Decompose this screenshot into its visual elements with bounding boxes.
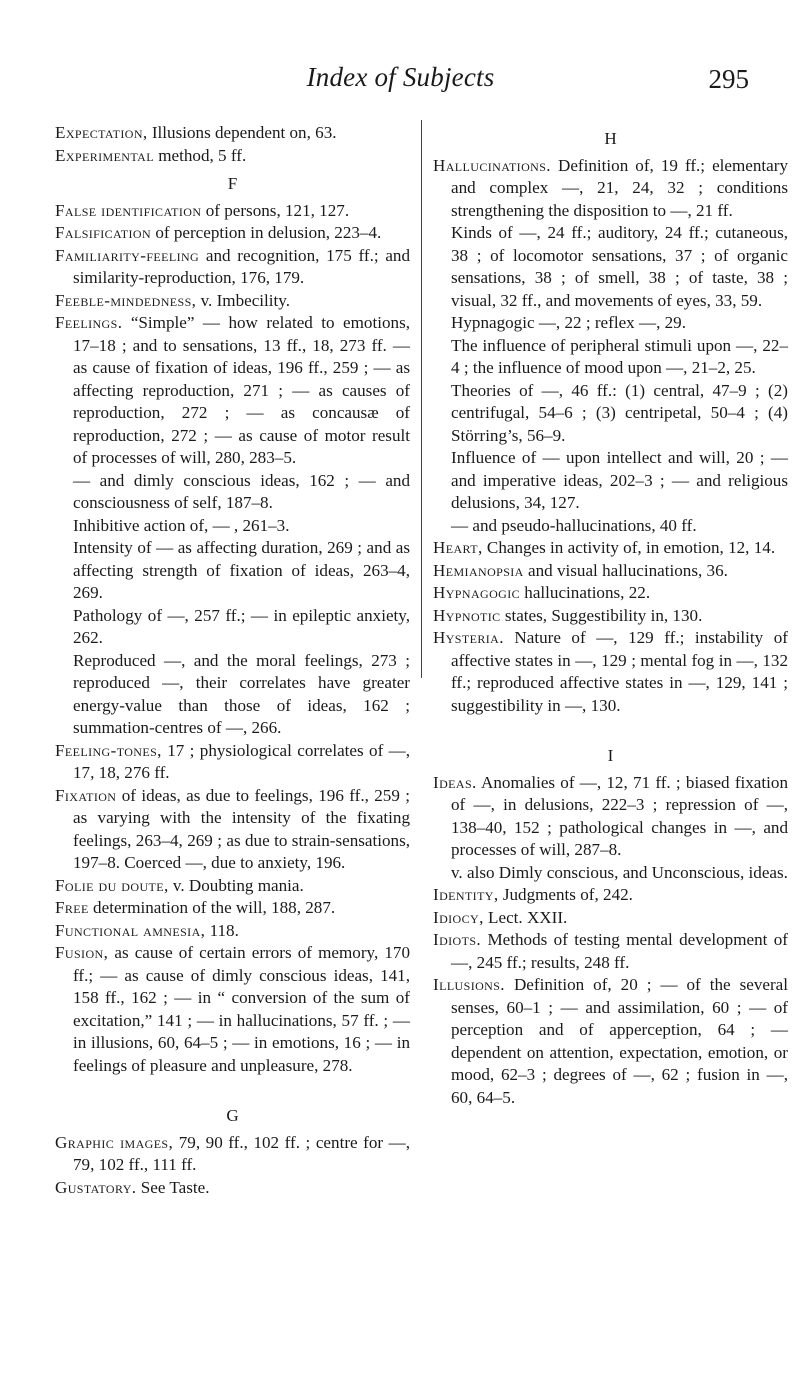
entry-text: See Taste. <box>136 1177 210 1197</box>
section-letter: H <box>604 129 617 148</box>
entry-headword: Identity, <box>433 885 499 904</box>
index-entry <box>433 537 788 560</box>
index-entry <box>433 155 788 223</box>
index-subentry: Theories of —, 46 ff.: (1) central, 47–9 ; (2) centrifugal, 54–6 ; (3) centripetal, 50–4 ; (4) Störring’s, 56–9. <box>451 380 788 445</box>
entry-headword: Feeling-tones, <box>55 740 162 760</box>
section-letter: F <box>227 174 238 193</box>
entry-headword: Illusions. <box>433 975 505 994</box>
index-subentry: — and pseudo-hallucinations, 40 ff. <box>451 515 697 535</box>
page-number: 295 <box>708 64 749 94</box>
entry-text: hallucinations, 22. <box>520 583 651 602</box>
index-entry <box>55 740 410 785</box>
page-header <box>0 62 801 102</box>
entry-headword: Hypnotic <box>433 605 501 625</box>
entry-text: v. Doubting mania. <box>168 875 304 895</box>
entry-headword: Hallucinations. <box>433 155 551 175</box>
entry-text: Nature of —, 129 ff.; instability of affective states in —, 129 ; mental fog in —, 132 ff.; reproduced affective states in —, 129, 141 ; suggestibility in —, 130. <box>451 628 788 715</box>
index-subentry: Intensity of — as affecting duration, 269 ; and as affecting strength of fixation of ideas, 263–4, 269. <box>73 538 410 602</box>
running-title: Index of Subjects <box>306 62 495 92</box>
index-entry <box>55 200 410 223</box>
entry-text: of ideas, as due to feelings, 196 ff., 259 ; as varying with the intensity of the fixating feelings, 263–4, 269 ; as due to strain-sensations, 197–8. Coerced —, due to anxiety, 196. <box>73 785 410 872</box>
entry-headword: Free <box>55 898 89 917</box>
index-entry <box>55 897 410 920</box>
entry-headword: Experimental <box>55 145 154 165</box>
entry-headword: Hemianopsia <box>433 560 524 580</box>
index-entry <box>55 785 410 875</box>
entry-headword: Idiocy, <box>433 907 484 927</box>
index-entry <box>55 875 410 898</box>
entry-headword: Folie du doute, <box>55 875 169 895</box>
index-subentry: Influence of — upon intellect and will, 20 ; — and imperative ideas, 202–3 ; — and religious delusions, 34, 127. <box>451 448 788 512</box>
index-entry <box>55 312 410 470</box>
entry-headword: Graphic images, <box>55 1132 174 1152</box>
entry-text: Lect. XXII. <box>483 907 568 927</box>
entry-text: as cause of certain errors of memory, 170 ff.; — as cause of dimly conscious ideas, 141, 158 ff., 162 ; — in “ conversion of the sum of excitation,” 141 ; — in hallucinations, 57 ff. ; — in illusions, 60, 64–5 ; — in emotions, 16 ; — in feelings of pleasure and unpleasure, 278. <box>73 943 410 1075</box>
entry-text: 17 ; physiological correlates of —, 17, 18, 276 ff. <box>73 740 410 782</box>
entry-headword: Idiots. <box>433 930 482 949</box>
index-entry <box>433 582 788 605</box>
index-entry <box>433 560 788 583</box>
index-entry <box>55 1132 410 1177</box>
index-entry <box>433 627 788 717</box>
index-subentry: The influence of peripheral stimuli upon —, 22–4 ; the influence of mood upon —, 21–2, 25. <box>451 335 788 377</box>
index-subentry: Hypnagogic —, 22 ; reflex —, 29. <box>451 313 686 332</box>
column-divider <box>421 120 422 678</box>
entry-text: of perception in delusion, 223–4. <box>151 223 382 242</box>
entry-headword: Feelings. <box>55 313 123 332</box>
index-entry <box>55 942 410 1077</box>
entry-text: Definition of, 20 ; — of the several senses, 60–1 ; — and assimilation, 60 ; — of perception and of apperception, 64 ; — dependent on attention, expectation, emotion, or mood, 62–3 ; degrees of —, 62 ; fusion in —, 60, 64–5. <box>451 975 788 1107</box>
index-entry <box>55 122 410 145</box>
entry-text: and recognition, 175 ff.; and similarity-reproduction, 176, 179. <box>73 245 410 287</box>
index-entry <box>433 884 788 907</box>
index-entry <box>433 974 788 1109</box>
index-entry <box>55 920 410 943</box>
entry-text: of persons, 121, 127. <box>201 200 350 220</box>
index-entry <box>55 145 410 168</box>
index-entry <box>55 290 410 313</box>
entry-text: states, Suggestibility in, 130. <box>500 605 703 625</box>
entry-text: method, 5 ff. <box>153 145 247 165</box>
entry-headword: Heart, <box>433 538 483 557</box>
entry-text: “Simple” — how related to emotions, 17–18 ; and to sensations, 13 ff., 18, 273 ff. — as cause of fixation of ideas, 196 ff., 259 ; — as affecting reproduction, 271 ; — as causes of reproduction, 272 ; — as concausæ of reproduction, 272 ; — as cause of motor result of processes of will, 280, 283–5. <box>73 313 410 467</box>
index-subentry: v. also Dimly conscious, and Unconscious, ideas. <box>451 862 788 882</box>
index-entry <box>433 772 788 862</box>
index-entry <box>433 907 788 930</box>
entry-text: and visual hallucinations, 36. <box>523 560 728 580</box>
entry-text: Illusions dependent on, 63. <box>147 123 337 142</box>
entry-headword: Falsification <box>55 223 152 242</box>
index-column-right <box>433 122 788 1109</box>
entry-headword: Fusion, <box>55 943 109 962</box>
index-entry <box>433 929 788 974</box>
entry-text: determination of the will, 188, 287. <box>88 898 336 917</box>
entry-headword: Feeble-mindedness, <box>55 290 197 310</box>
entry-headword: Gustatory. <box>55 1177 137 1197</box>
index-subentry: — and dimly conscious ideas, 162 ; — and consciousness of self, 187–8. <box>73 470 410 512</box>
entry-text: 118. <box>205 920 239 940</box>
index-subentry: Kinds of —, 24 ff.; auditory, 24 ff.; cutaneous, 38 ; of locomotor sensations, 37 ; of organic sensations, 38 ; of smell, 38 ; of taste, 38 ; visual, 32 ff., and movements of eyes, 33, 59. <box>451 223 788 310</box>
index-column-left <box>55 122 410 1199</box>
entry-text: Anomalies of —, 12, 71 ff. ; biased fixation of —, in delusions, 222–3 ; repression of —, 138–40, 152 ; pathological changes in —, and processes of will, 287–8. <box>451 772 788 859</box>
index-subentry: Pathology of —, 257 ff.; — in epileptic anxiety, 262. <box>73 605 410 647</box>
entry-text: Definition of, 19 ff.; elementary and complex —, 21, 24, 32 ; conditions strengthening the disposition to —, 21 ff. <box>451 155 788 220</box>
index-entry <box>433 605 788 628</box>
index-entry <box>55 1177 410 1200</box>
entry-headword: Fixation <box>55 785 117 805</box>
entry-headword: Familiarity-feeling <box>55 245 200 265</box>
entry-text: Judgments of, 242. <box>498 885 633 904</box>
entry-text: v. Imbecility. <box>196 290 291 310</box>
entry-headword: Hypnagogic <box>433 583 521 602</box>
entry-headword: Hysteria. <box>433 628 504 647</box>
entry-headword: Expectation, <box>55 123 148 142</box>
entry-headword: Functional amnesia, <box>55 920 206 940</box>
entry-text: Changes in activity of, in emotion, 12, 14. <box>482 538 776 557</box>
entry-headword: Ideas. <box>433 772 477 792</box>
index-subentry: Inhibitive action of, — , 261–3. <box>73 515 290 535</box>
index-entry <box>55 222 410 245</box>
index-entry <box>55 245 410 290</box>
index-subentry: Reproduced —, and the moral feelings, 273 ; reproduced —, their correlates have greater energy-value than those of ideas, 162 ; summation-centres of —, 266. <box>73 650 410 737</box>
section-letter: I <box>607 746 614 765</box>
section-letter: G <box>226 1106 239 1125</box>
entry-headword: False identification <box>55 200 202 220</box>
entry-text: Methods of testing mental development of —, 245 ff.; results, 248 ff. <box>451 930 788 972</box>
entry-text: 79, 90 ff., 102 ff. ; centre for —, 79, 102 ff., 111 ff. <box>73 1132 410 1174</box>
